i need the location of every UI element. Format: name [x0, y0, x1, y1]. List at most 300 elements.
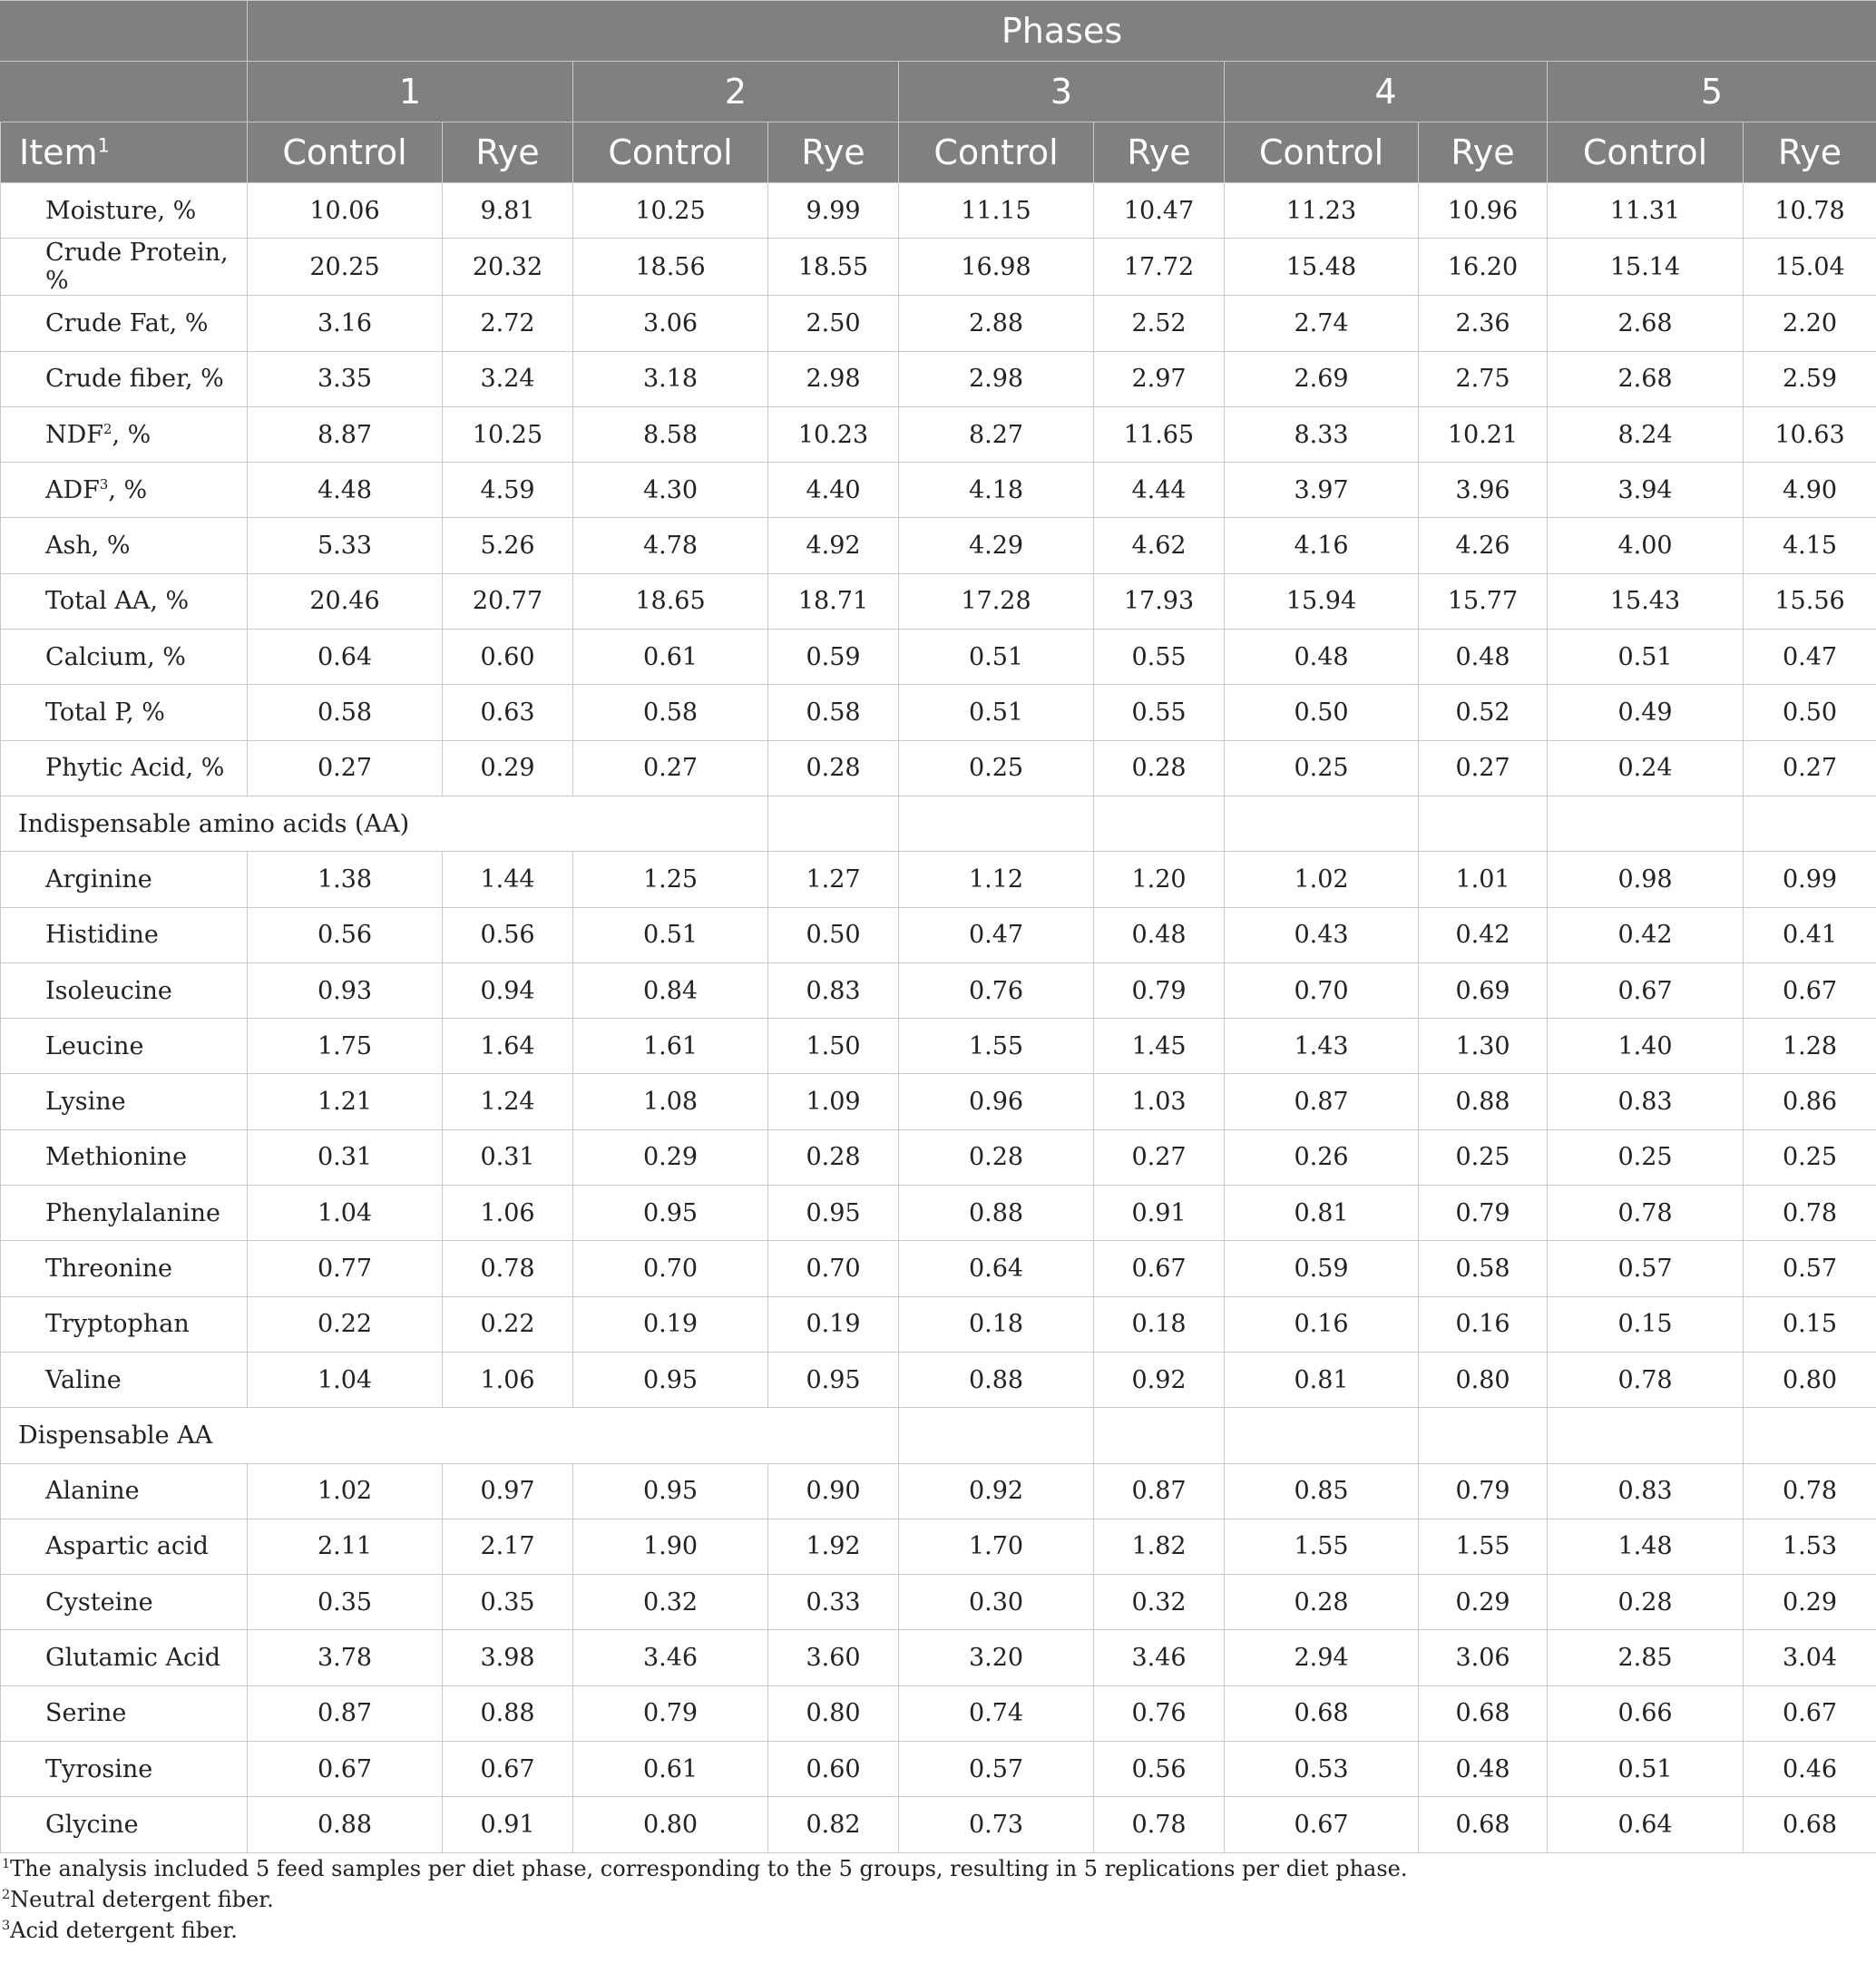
rye-header: Rye: [1744, 122, 1876, 183]
value-cell: 4.78: [573, 518, 768, 573]
value-cell: 0.95: [573, 1186, 768, 1241]
row-label: [1, 740, 248, 796]
table-row: [1, 1463, 1876, 1519]
row-label: [1, 1742, 248, 1797]
value-cell: 16.98: [899, 239, 1094, 296]
value-cell: 0.58: [573, 685, 768, 740]
value-cell: 1.82: [1094, 1519, 1225, 1574]
value-cell: 0.15: [1744, 1296, 1876, 1352]
row-label-suffix: , %: [112, 420, 151, 449]
row-label-text: Glutamic Acid: [45, 1644, 221, 1673]
value-cell: 1.20: [1094, 852, 1225, 907]
value-cell: 4.16: [1225, 518, 1419, 573]
value-cell: 0.69: [1419, 962, 1548, 1018]
value-cell: 4.92: [768, 518, 899, 573]
row-label: [1, 1463, 248, 1519]
footnote-mark: 1: [2, 1856, 11, 1871]
row-label-text: Threonine: [45, 1254, 172, 1283]
value-cell: 1.04: [248, 1352, 443, 1407]
value-cell: 15.48: [1225, 239, 1419, 296]
value-cell: 10.06: [248, 183, 443, 239]
value-cell: 0.50: [768, 907, 899, 962]
value-cell: 15.04: [1744, 239, 1876, 296]
value-cell: 0.67: [1225, 1797, 1419, 1852]
control-header: Control: [1225, 122, 1419, 183]
value-cell: 0.83: [768, 962, 899, 1018]
rye-header: Rye: [1094, 122, 1225, 183]
table-row: [1, 1019, 1876, 1074]
value-cell: 0.60: [768, 1742, 899, 1797]
value-cell: 10.47: [1094, 183, 1225, 239]
value-cell: 0.67: [1744, 1685, 1876, 1741]
value-cell: 0.95: [573, 1463, 768, 1519]
table-row: [1, 463, 1876, 518]
value-cell: 0.92: [899, 1463, 1094, 1519]
table-row: [1, 1575, 1876, 1630]
value-cell: 0.22: [248, 1296, 443, 1352]
value-cell: 5.26: [443, 518, 573, 573]
table-row: [1, 239, 1876, 296]
value-cell: 0.59: [1225, 1241, 1419, 1296]
row-label: [1, 630, 248, 685]
table-row: [1, 630, 1876, 685]
value-cell: 0.22: [443, 1296, 573, 1352]
value-cell: 20.77: [443, 573, 573, 629]
section-row: [1, 796, 1876, 851]
value-cell: 0.18: [899, 1296, 1094, 1352]
row-label: [1, 463, 248, 518]
empty-cell: [1225, 796, 1419, 851]
value-cell: 0.50: [1744, 685, 1876, 740]
empty-cell: [1225, 1408, 1419, 1463]
row-label: [1, 406, 248, 462]
value-cell: 8.87: [248, 406, 443, 462]
value-cell: 18.65: [573, 573, 768, 629]
value-cell: 0.80: [768, 1685, 899, 1741]
table-body: [1, 183, 1876, 1853]
table-row: [1, 1742, 1876, 1797]
value-cell: 4.59: [443, 463, 573, 518]
row-label-text: Tryptophan: [45, 1310, 190, 1339]
value-cell: 2.72: [443, 296, 573, 351]
value-cell: 0.28: [1225, 1575, 1419, 1630]
empty-cell: [1419, 796, 1548, 851]
value-cell: 3.16: [248, 296, 443, 351]
value-cell: 0.28: [1094, 740, 1225, 796]
footnote-text: Acid detergent fiber.: [10, 1917, 238, 1943]
value-cell: 0.33: [768, 1575, 899, 1630]
table-header: [1, 1, 1876, 183]
value-cell: 0.61: [573, 1742, 768, 1797]
value-cell: 0.84: [573, 962, 768, 1018]
value-cell: 0.26: [1225, 1129, 1419, 1185]
row-label-text: Methionine: [45, 1143, 188, 1172]
value-cell: 0.30: [899, 1575, 1094, 1630]
value-cell: 0.91: [1094, 1186, 1225, 1241]
footnote-1: [2, 1853, 1876, 1884]
row-label: [1, 573, 248, 629]
value-cell: 0.52: [1419, 685, 1548, 740]
value-cell: 0.93: [248, 962, 443, 1018]
row-label: [1, 1352, 248, 1407]
row-label: [1, 907, 248, 962]
value-cell: 0.57: [899, 1742, 1094, 1797]
phase-number-row: [1, 62, 1876, 122]
value-cell: 1.12: [899, 852, 1094, 907]
row-label: [1, 1519, 248, 1574]
value-cell: 0.73: [899, 1797, 1094, 1852]
value-cell: 0.64: [248, 630, 443, 685]
value-cell: 0.67: [443, 1742, 573, 1797]
value-cell: 0.70: [768, 1241, 899, 1296]
value-cell: 0.27: [1094, 1129, 1225, 1185]
row-label-text: Crude Fat, %: [45, 308, 209, 337]
row-label: [1, 962, 248, 1018]
value-cell: 0.16: [1419, 1296, 1548, 1352]
value-cell: 0.29: [1419, 1575, 1548, 1630]
row-label-text: Cysteine: [45, 1587, 153, 1617]
section-heading: Dispensable AA: [1, 1408, 899, 1463]
row-label-text: Calcium, %: [45, 642, 186, 671]
value-cell: 0.48: [1225, 630, 1419, 685]
row-label: [1, 1630, 248, 1685]
value-cell: 4.62: [1094, 518, 1225, 573]
value-cell: 0.79: [573, 1685, 768, 1741]
row-label-text: Aspartic acid: [45, 1532, 209, 1561]
table-row: [1, 907, 1876, 962]
table-row: [1, 1352, 1876, 1407]
row-label-suffix: , %: [108, 475, 148, 504]
value-cell: 0.24: [1548, 740, 1744, 796]
value-cell: 15.14: [1548, 239, 1744, 296]
empty-cell: [899, 796, 1094, 851]
footnote-3: [2, 1915, 1876, 1946]
row-label-text: Ash, %: [45, 532, 131, 561]
value-cell: 0.78: [443, 1241, 573, 1296]
value-cell: 17.72: [1094, 239, 1225, 296]
value-cell: 0.25: [899, 740, 1094, 796]
row-label-text: Moisture, %: [45, 196, 197, 225]
value-cell: 0.56: [248, 907, 443, 962]
value-cell: 0.66: [1548, 1685, 1744, 1741]
item-header: [1, 122, 248, 183]
value-cell: 0.27: [573, 740, 768, 796]
row-label-text: Crude Protein, %: [45, 239, 229, 296]
value-cell: 10.21: [1419, 406, 1548, 462]
table-row: [1, 573, 1876, 629]
value-cell: 11.65: [1094, 406, 1225, 462]
value-cell: 18.55: [768, 239, 899, 296]
value-cell: 0.95: [768, 1352, 899, 1407]
row-label: [1, 852, 248, 907]
value-cell: 0.76: [899, 962, 1094, 1018]
row-label: [1, 296, 248, 351]
row-label-text: Total AA, %: [45, 587, 190, 616]
value-cell: 10.63: [1744, 406, 1876, 462]
value-cell: 0.55: [1094, 685, 1225, 740]
value-cell: 0.74: [899, 1685, 1094, 1741]
value-cell: 0.29: [443, 740, 573, 796]
value-cell: 0.31: [248, 1129, 443, 1185]
table-row: [1, 1685, 1876, 1741]
value-cell: 0.32: [573, 1575, 768, 1630]
value-cell: 16.20: [1419, 239, 1548, 296]
value-cell: 20.32: [443, 239, 573, 296]
value-cell: 0.67: [1094, 1241, 1225, 1296]
table-row: [1, 685, 1876, 740]
value-cell: 1.44: [443, 852, 573, 907]
control-header: Control: [573, 122, 768, 183]
footnote-text: Neutral detergent fiber.: [10, 1886, 274, 1912]
table-row: [1, 852, 1876, 907]
value-cell: 0.53: [1225, 1742, 1419, 1797]
value-cell: 0.56: [443, 907, 573, 962]
phases-header: Phases: [248, 1, 1876, 62]
value-cell: 0.88: [443, 1685, 573, 1741]
value-cell: 0.82: [768, 1797, 899, 1852]
value-cell: 0.48: [1419, 1742, 1548, 1797]
value-cell: 15.94: [1225, 573, 1419, 629]
empty-cell: [1744, 796, 1876, 851]
value-cell: 1.40: [1548, 1019, 1744, 1074]
row-label: [1, 351, 248, 406]
phase-4-header: 4: [1225, 62, 1548, 122]
row-label-text: Alanine: [45, 1477, 140, 1506]
row-label: [1, 183, 248, 239]
row-label-text: ADF: [45, 475, 100, 504]
value-cell: 1.64: [443, 1019, 573, 1074]
value-cell: 0.49: [1548, 685, 1744, 740]
value-cell: 0.85: [1225, 1463, 1419, 1519]
row-label-text: Tyrosine: [45, 1754, 153, 1783]
value-cell: 0.88: [899, 1186, 1094, 1241]
value-cell: 0.27: [1419, 740, 1548, 796]
value-cell: 0.58: [248, 685, 443, 740]
footnote-text: The analysis included 5 feed samples per diet phase, corresponding to the 5 groups, resulting in 5 replications per diet phase.: [10, 1855, 1408, 1881]
value-cell: 0.16: [1225, 1296, 1419, 1352]
value-cell: 2.17: [443, 1519, 573, 1574]
value-cell: 2.85: [1548, 1630, 1744, 1685]
rye-header: Rye: [768, 122, 899, 183]
value-cell: 10.96: [1419, 183, 1548, 239]
value-cell: 15.56: [1744, 573, 1876, 629]
value-cell: 9.99: [768, 183, 899, 239]
value-cell: 0.64: [1548, 1797, 1744, 1852]
table-row: [1, 1074, 1876, 1129]
value-cell: 0.92: [1094, 1352, 1225, 1407]
value-cell: 1.27: [768, 852, 899, 907]
value-cell: 0.87: [1225, 1074, 1419, 1129]
row-footnote-mark: 3: [99, 475, 109, 493]
value-cell: 0.78: [1744, 1186, 1876, 1241]
value-cell: 0.79: [1419, 1186, 1548, 1241]
row-label-text: Serine: [45, 1699, 127, 1728]
value-cell: 0.59: [768, 630, 899, 685]
row-label: [1, 685, 248, 740]
footnotes: [0, 1853, 1876, 1946]
value-cell: 0.48: [1094, 907, 1225, 962]
value-cell: 0.86: [1744, 1074, 1876, 1129]
value-cell: 0.83: [1548, 1074, 1744, 1129]
value-cell: 0.47: [899, 907, 1094, 962]
empty-cell: [1548, 796, 1744, 851]
phase-1-header: 1: [248, 62, 573, 122]
value-cell: 1.50: [768, 1019, 899, 1074]
value-cell: 3.78: [248, 1630, 443, 1685]
table-row: [1, 1630, 1876, 1685]
value-cell: 1.03: [1094, 1074, 1225, 1129]
empty-cell: [1744, 1408, 1876, 1463]
value-cell: 3.24: [443, 351, 573, 406]
value-cell: 0.67: [1548, 962, 1744, 1018]
value-cell: 10.25: [443, 406, 573, 462]
value-cell: 4.18: [899, 463, 1094, 518]
value-cell: 0.46: [1744, 1742, 1876, 1797]
value-cell: 10.78: [1744, 183, 1876, 239]
row-label-text: Histidine: [45, 921, 159, 950]
control-header: Control: [248, 122, 443, 183]
value-cell: 0.68: [1419, 1685, 1548, 1741]
value-cell: 0.97: [443, 1463, 573, 1519]
footnote-mark: 3: [2, 1918, 11, 1933]
value-cell: 0.27: [248, 740, 443, 796]
rye-header: Rye: [443, 122, 573, 183]
table-row: [1, 1797, 1876, 1852]
table-row: [1, 1186, 1876, 1241]
value-cell: 1.21: [248, 1074, 443, 1129]
value-cell: 3.20: [899, 1630, 1094, 1685]
value-cell: 0.29: [1744, 1575, 1876, 1630]
value-cell: 11.23: [1225, 183, 1419, 239]
row-label: [1, 1019, 248, 1074]
value-cell: 0.96: [899, 1074, 1094, 1129]
value-cell: 0.78: [1548, 1352, 1744, 1407]
value-cell: 0.70: [573, 1241, 768, 1296]
value-cell: 2.94: [1225, 1630, 1419, 1685]
value-cell: 0.88: [248, 1797, 443, 1852]
value-cell: 1.53: [1744, 1519, 1876, 1574]
value-cell: 0.61: [573, 630, 768, 685]
footnote-mark: 2: [2, 1887, 11, 1902]
value-cell: 3.04: [1744, 1630, 1876, 1685]
table-row: [1, 962, 1876, 1018]
value-cell: 2.75: [1419, 351, 1548, 406]
value-cell: 15.43: [1548, 573, 1744, 629]
value-cell: 2.97: [1094, 351, 1225, 406]
value-cell: 11.15: [899, 183, 1094, 239]
value-cell: 0.64: [899, 1241, 1094, 1296]
value-cell: 5.33: [248, 518, 443, 573]
value-cell: 0.29: [573, 1129, 768, 1185]
value-cell: 0.25: [1419, 1129, 1548, 1185]
control-header: Control: [1548, 122, 1744, 183]
value-cell: 0.42: [1548, 907, 1744, 962]
value-cell: 4.15: [1744, 518, 1876, 573]
value-cell: 0.67: [248, 1742, 443, 1797]
value-cell: 3.18: [573, 351, 768, 406]
value-cell: 1.90: [573, 1519, 768, 1574]
value-cell: 0.25: [1744, 1129, 1876, 1185]
value-cell: 0.68: [1744, 1797, 1876, 1852]
empty-cell: [1094, 1408, 1225, 1463]
value-cell: 2.59: [1744, 351, 1876, 406]
row-label-text: Leucine: [45, 1031, 144, 1060]
value-cell: 17.28: [899, 573, 1094, 629]
table-row: [1, 1519, 1876, 1574]
value-cell: 0.35: [248, 1575, 443, 1630]
value-cell: 1.02: [1225, 852, 1419, 907]
value-cell: 0.77: [248, 1241, 443, 1296]
value-cell: 3.96: [1419, 463, 1548, 518]
value-cell: 0.95: [768, 1186, 899, 1241]
value-cell: 4.40: [768, 463, 899, 518]
value-cell: 20.46: [248, 573, 443, 629]
row-label: [1, 1685, 248, 1741]
value-cell: 0.31: [443, 1129, 573, 1185]
value-cell: 4.90: [1744, 463, 1876, 518]
value-cell: 0.32: [1094, 1575, 1225, 1630]
value-cell: 17.93: [1094, 573, 1225, 629]
footnote-2: [2, 1884, 1876, 1915]
value-cell: 0.42: [1419, 907, 1548, 962]
value-cell: 0.90: [768, 1463, 899, 1519]
row-label-text: Phytic Acid, %: [45, 754, 225, 783]
value-cell: 1.30: [1419, 1019, 1548, 1074]
phases-header-row: [1, 1, 1876, 62]
value-cell: 0.28: [1548, 1575, 1744, 1630]
table-row: [1, 406, 1876, 462]
row-label: [1, 1575, 248, 1630]
value-cell: 0.28: [899, 1129, 1094, 1185]
value-cell: 1.01: [1419, 852, 1548, 907]
value-cell: 3.06: [1419, 1630, 1548, 1685]
header-corner-2: [1, 62, 248, 122]
value-cell: 1.61: [573, 1019, 768, 1074]
value-cell: 2.68: [1548, 351, 1744, 406]
table-row: [1, 183, 1876, 239]
value-cell: 0.78: [1548, 1186, 1744, 1241]
value-cell: 2.98: [899, 351, 1094, 406]
value-cell: 2.69: [1225, 351, 1419, 406]
value-cell: 2.50: [768, 296, 899, 351]
value-cell: 9.81: [443, 183, 573, 239]
phase-3-header: 3: [899, 62, 1225, 122]
section-heading: Indispensable amino acids (AA): [1, 796, 768, 851]
value-cell: 1.02: [248, 1463, 443, 1519]
value-cell: 0.50: [1225, 685, 1419, 740]
value-cell: 2.68: [1548, 296, 1744, 351]
value-cell: 1.55: [1225, 1519, 1419, 1574]
value-cell: 1.48: [1548, 1519, 1744, 1574]
value-cell: 8.33: [1225, 406, 1419, 462]
value-cell: 1.55: [899, 1019, 1094, 1074]
value-cell: 0.83: [1548, 1463, 1744, 1519]
value-cell: 4.48: [248, 463, 443, 518]
rye-header: Rye: [1419, 122, 1548, 183]
value-cell: 3.60: [768, 1630, 899, 1685]
item-footnote-mark: 1: [97, 134, 110, 157]
value-cell: 2.88: [899, 296, 1094, 351]
row-label-text: Arginine: [45, 865, 152, 894]
row-label-text: Glycine: [45, 1810, 139, 1839]
value-cell: 0.19: [573, 1296, 768, 1352]
value-cell: 0.28: [768, 740, 899, 796]
value-cell: 1.06: [443, 1352, 573, 1407]
table-row: [1, 1296, 1876, 1352]
value-cell: 0.94: [443, 962, 573, 1018]
value-cell: 0.87: [1094, 1463, 1225, 1519]
value-cell: 11.31: [1548, 183, 1744, 239]
